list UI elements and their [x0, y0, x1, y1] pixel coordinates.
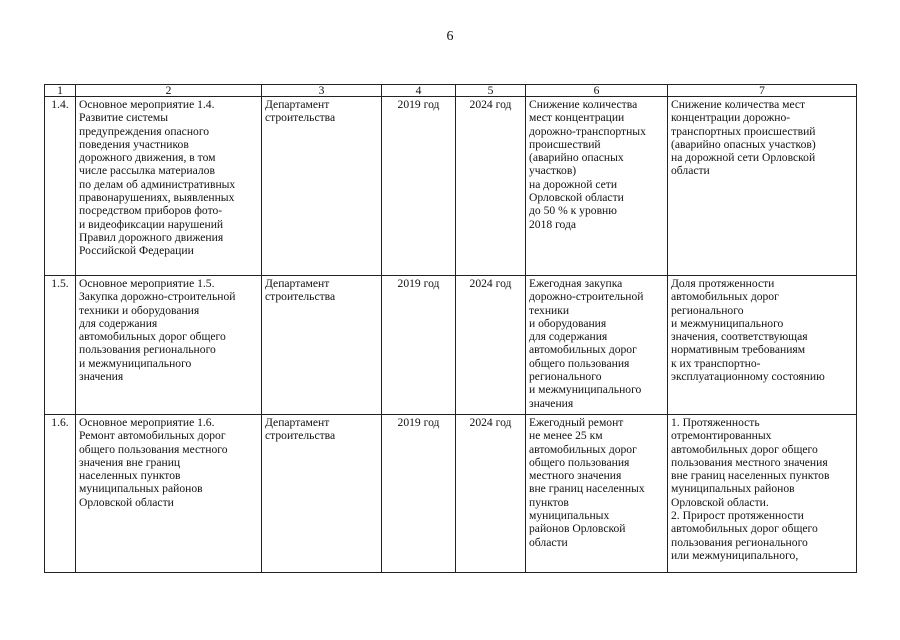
- indicator-cell: [668, 276, 857, 415]
- column-header: 6: [526, 85, 668, 97]
- measures-table: [44, 84, 857, 573]
- executor-text: Департамент строительства: [265, 277, 336, 304]
- column-header: 4: [382, 85, 456, 97]
- column-header: 5: [456, 85, 526, 97]
- column-header: 1: [45, 85, 76, 97]
- header-row: [45, 85, 857, 97]
- start-year-cell: 2019 год: [382, 97, 456, 276]
- table-row: [45, 97, 857, 276]
- end-year-cell: 2024 год: [456, 415, 526, 573]
- executor-cell: [262, 97, 382, 276]
- result-text: Ежегодный ремонт не менее 25 км автомобильных дорог общего пользования местного значения вне границ населенных пунктов муниципальных районов Орловской области: [529, 416, 645, 549]
- row-number-cell: 1.6.: [45, 415, 76, 573]
- measure-cell: [76, 415, 262, 573]
- result-text: Ежегодная закупка дорожно-строительной техники и оборудования для содержания автомобильных дорог общего пользования регионального и межмуниципального значения: [529, 277, 644, 410]
- column-header: 2: [76, 85, 262, 97]
- result-cell: [526, 276, 668, 415]
- executor-text: Департамент строительства: [265, 416, 336, 443]
- executor-cell: [262, 276, 382, 415]
- result-cell: [526, 415, 668, 573]
- measure-text: Основное мероприятие 1.5. Закупка дорожно-строительной техники и оборудования для содержания автомобильных дорог общего пользования регионального и межмуниципального значения: [79, 277, 236, 384]
- executor-cell: [262, 415, 382, 573]
- end-year-cell: 2024 год: [456, 97, 526, 276]
- indicator-cell: [668, 415, 857, 573]
- page-number: 6: [446, 29, 454, 44]
- measure-text: Основное мероприятие 1.6. Ремонт автомобильных дорог общего пользования местного значения вне границ населенных пунктов муниципальных районов Орловской области: [79, 416, 228, 509]
- executor-text: Департамент строительства: [265, 98, 336, 125]
- start-year-cell: 2019 год: [382, 415, 456, 573]
- table-row: [45, 415, 857, 573]
- indicator-text: Снижение количества мест концентрации дорожно- транспортных происшествий (аварийно опасных участков) на дорожной сети Орловской области: [671, 98, 816, 178]
- start-year-cell: 2019 год: [382, 276, 456, 415]
- table-row: [45, 276, 857, 415]
- indicator-cell: [668, 97, 857, 276]
- result-cell: [526, 97, 668, 276]
- measure-cell: [76, 97, 262, 276]
- measure-text: Основное мероприятие 1.4. Развитие системы предупреждения опасного поведения участников дорожного движения, в том числе рассылка материалов по делам об административных правонарушениях, выявленных посредством приборов фото- и видеофиксации нарушений Правил дорожного движения Российской Федерации: [79, 98, 236, 258]
- column-header: 3: [262, 85, 382, 97]
- column-header: 7: [668, 85, 857, 97]
- measure-cell: [76, 276, 262, 415]
- end-year-cell: 2024 год: [456, 276, 526, 415]
- result-text: Снижение количества мест концентрации дорожно-транспортных происшествий (аварийно опасных участков) на дорожной сети Орловской области до 50 % к уровню 2018 года: [529, 98, 646, 231]
- row-number-cell: 1.5.: [45, 276, 76, 415]
- indicator-text: 1. Протяженность отремонтированных автомобильных дорог общего пользования местного значения вне границ населенных пунктов муниципальных районов Орловской области. 2. Прирост протяженности автомобильных дорог общего пользования регионального или межмуниципального,: [671, 416, 830, 562]
- row-number-cell: 1.4.: [45, 97, 76, 276]
- indicator-text: Доля протяженности автомобильных дорог регионального и межмуниципального значения, соответствующая нормативным требованиям к их транспортно- эксплуатационному состоянию: [671, 277, 825, 384]
